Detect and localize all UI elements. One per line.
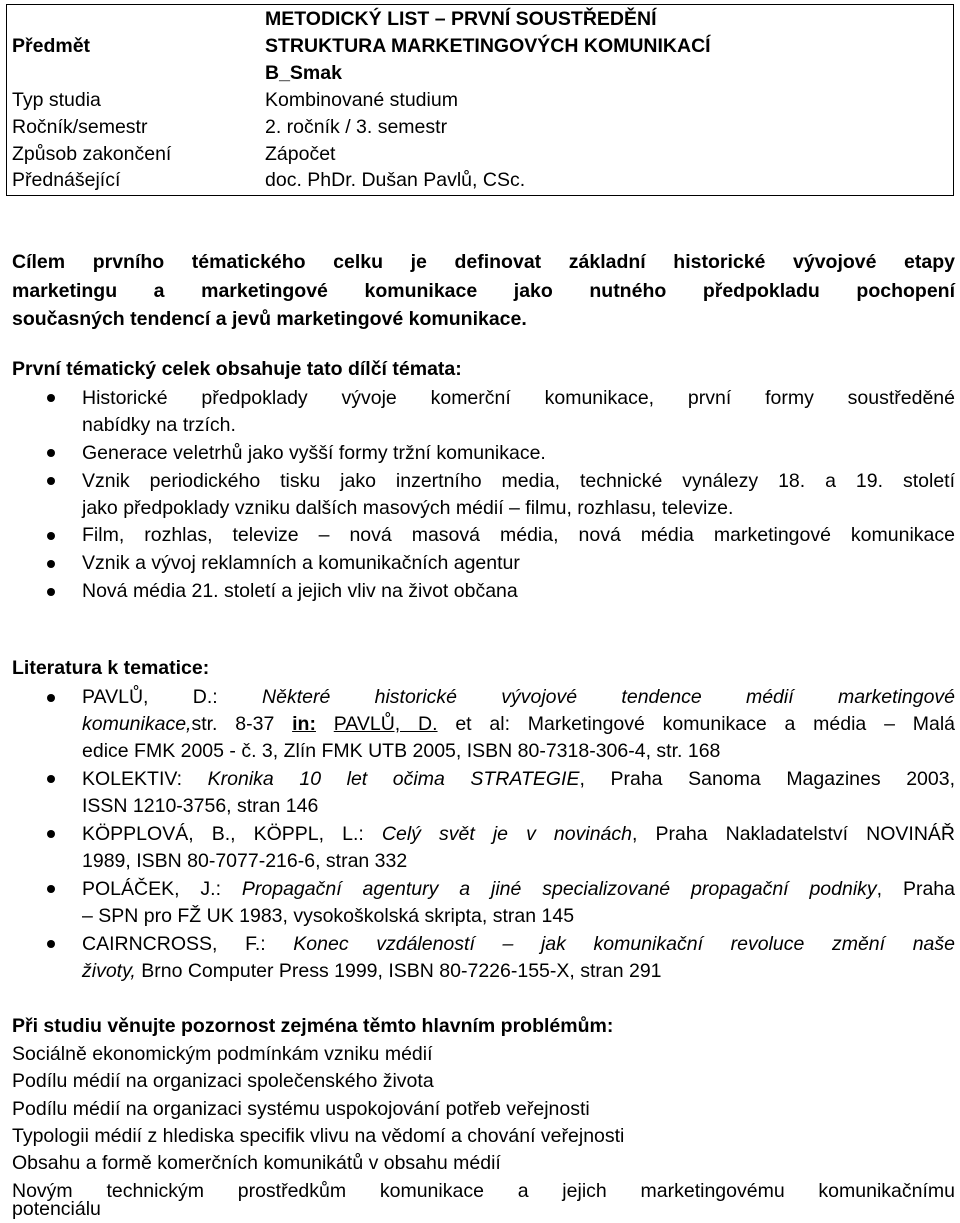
header-row-year [7,114,953,140]
subject-code: B_Smak [265,62,342,84]
lit-3-line-2: 1989, ISBN 80-7077-216-6, stran 332 [82,850,408,872]
study-line-6: Novým technickým prostředkům komunikace a jejich marketingovému komunikačnímu [12,1180,955,1202]
bullet-icon [47,477,55,485]
completion-label: Způsob zakončení [12,143,172,165]
completion-value: Zápočet [265,143,336,165]
lit-5-line-1: CAIRNCROSS, F.: Konec vzdáleností – jak komunikační revoluce změní naše [82,933,955,955]
topic-2: Generace veletrhů jako vyšší formy tržní komunikace. [82,442,546,464]
topic-5: Vznik a vývoj reklamních a komunikačních agentur [82,552,520,574]
topic-6: Nová média 21. století a jejich vliv na život občana [82,580,518,602]
header-title-row [7,6,953,32]
lecturer-label: Přednášející [12,169,121,191]
lecturer-value: doc. PhDr. Dušan Pavlů, CSc. [265,169,526,191]
lit-2-line-2: ISSN 1210-3756, stran 146 [82,795,319,817]
bullet-icon [47,449,55,457]
header-row-completion [7,141,953,167]
intro-line-2: marketingu a marketingové komunikace jako nutného předpokladu pochopení [12,280,955,302]
bullet-icon [47,694,55,702]
study-heading: Při studiu věnujte pozornost zejména těmto hlavním problémům: [12,1015,614,1037]
header-row-study-type [7,87,953,113]
intro-line-3: současných tendencí a jevů marketingové komunikace. [12,308,527,330]
bullet-icon [47,394,55,402]
header-row-lecturer [7,167,953,193]
lit-4-line-2: – SPN pro FŽ UK 1983, vysokoškolská skripta, stran 145 [82,905,575,927]
topic-4: Film, rozhlas, televize – nová masová média, nová média marketingové komunikace [82,524,955,546]
subject-value: STRUKTURA MARKETINGOVÝCH KOMUNIKACÍ [265,35,711,57]
literature-heading: Literatura k tematice: [12,657,210,679]
header-row-subject-code [7,60,953,86]
topic-3-line-2: jako předpoklady vzniku dalších masových médií – filmu, rozhlasu, televize. [82,497,734,519]
intro-line-1: Cílem prvního tématického celku je definovat základní historické vývojové etapy [12,251,955,273]
bullet-icon [47,885,55,893]
study-line-1: Sociálně ekonomickým podmínkám vzniku médií [12,1043,433,1065]
lit-5-line-2: životy, Brno Computer Press 1999, ISBN 80-7226-155-X, stran 291 [82,960,662,982]
study-line-2: Podílu médií na organizaci společenského života [12,1070,434,1092]
topic-1-line-1: Historické předpoklady vývoje komerční komunikace, první formy soustředěné [82,387,955,409]
study-type-label: Typ studia [12,89,101,111]
study-type-value: Kombinované studium [265,89,458,111]
lit-3-line-1: KÖPPLOVÁ, B., KÖPPL, L.: Celý svět je v novinách, Praha Nakladatelství NOVINÁŘ [82,823,956,845]
year-value: 2. ročník / 3. semestr [265,116,448,138]
subject-label: Předmět [12,35,91,57]
lit-1-line-3: edice FMK 2005 - č. 3, Zlín FMK UTB 2005, ISBN 80-7318-306-4, str. 168 [82,740,721,762]
bullet-icon [47,532,55,540]
bullet-icon [47,940,55,948]
topic-1-line-2: nabídky na trzích. [82,414,236,436]
lit-1-author: PAVLŮ, D. [82,686,213,708]
topic-3-line-1: Vznik periodického tisku jako inzertního media, technické vynálezy 18. a 19. století [82,470,955,492]
lit-1-line-1: PAVLŮ, D.: Některé historické vývojové tendence médií marketingové [82,686,956,708]
header-title: METODICKÝ LIST – PRVNÍ SOUSTŘEDĚNÍ [265,8,657,30]
lit-1-line-2: komunikace,str. 8-37 in: PAVLŮ, D. et al: Marketingové komunikace a média – Malá [82,713,955,735]
header-table [6,4,954,196]
study-line-4: Typologii médií z hlediska specifik vlivu na vědomí a chování veřejnosti [12,1125,625,1147]
header-row-subject [7,33,953,59]
lit-4-line-1: POLÁČEK, J.: Propagační agentury a jiné specializované propagační podniky, Praha [82,878,956,900]
year-label: Ročník/semestr [12,116,148,138]
bullet-icon [47,830,55,838]
study-line-5: Obsahu a formě komerčních komunikátů v obsahu médií [12,1152,501,1174]
topics-heading: První tématický celek obsahuje tato dílčí témata: [12,358,462,380]
lit-2-line-1: KOLEKTIV: Kronika 10 let očima STRATEGIE, Praha Sanoma Magazines 2003, [82,768,955,790]
study-line-3: Podílu médií na organizaci systému uspokojování potřeb veřejnosti [12,1098,590,1120]
bullet-icon [47,560,55,568]
lit-1-title: Některé historické vývojové tendence médií marketingové [262,686,956,708]
bullet-icon [47,775,55,783]
study-line-7: potenciálu [12,1198,101,1220]
bullet-icon [47,588,55,596]
